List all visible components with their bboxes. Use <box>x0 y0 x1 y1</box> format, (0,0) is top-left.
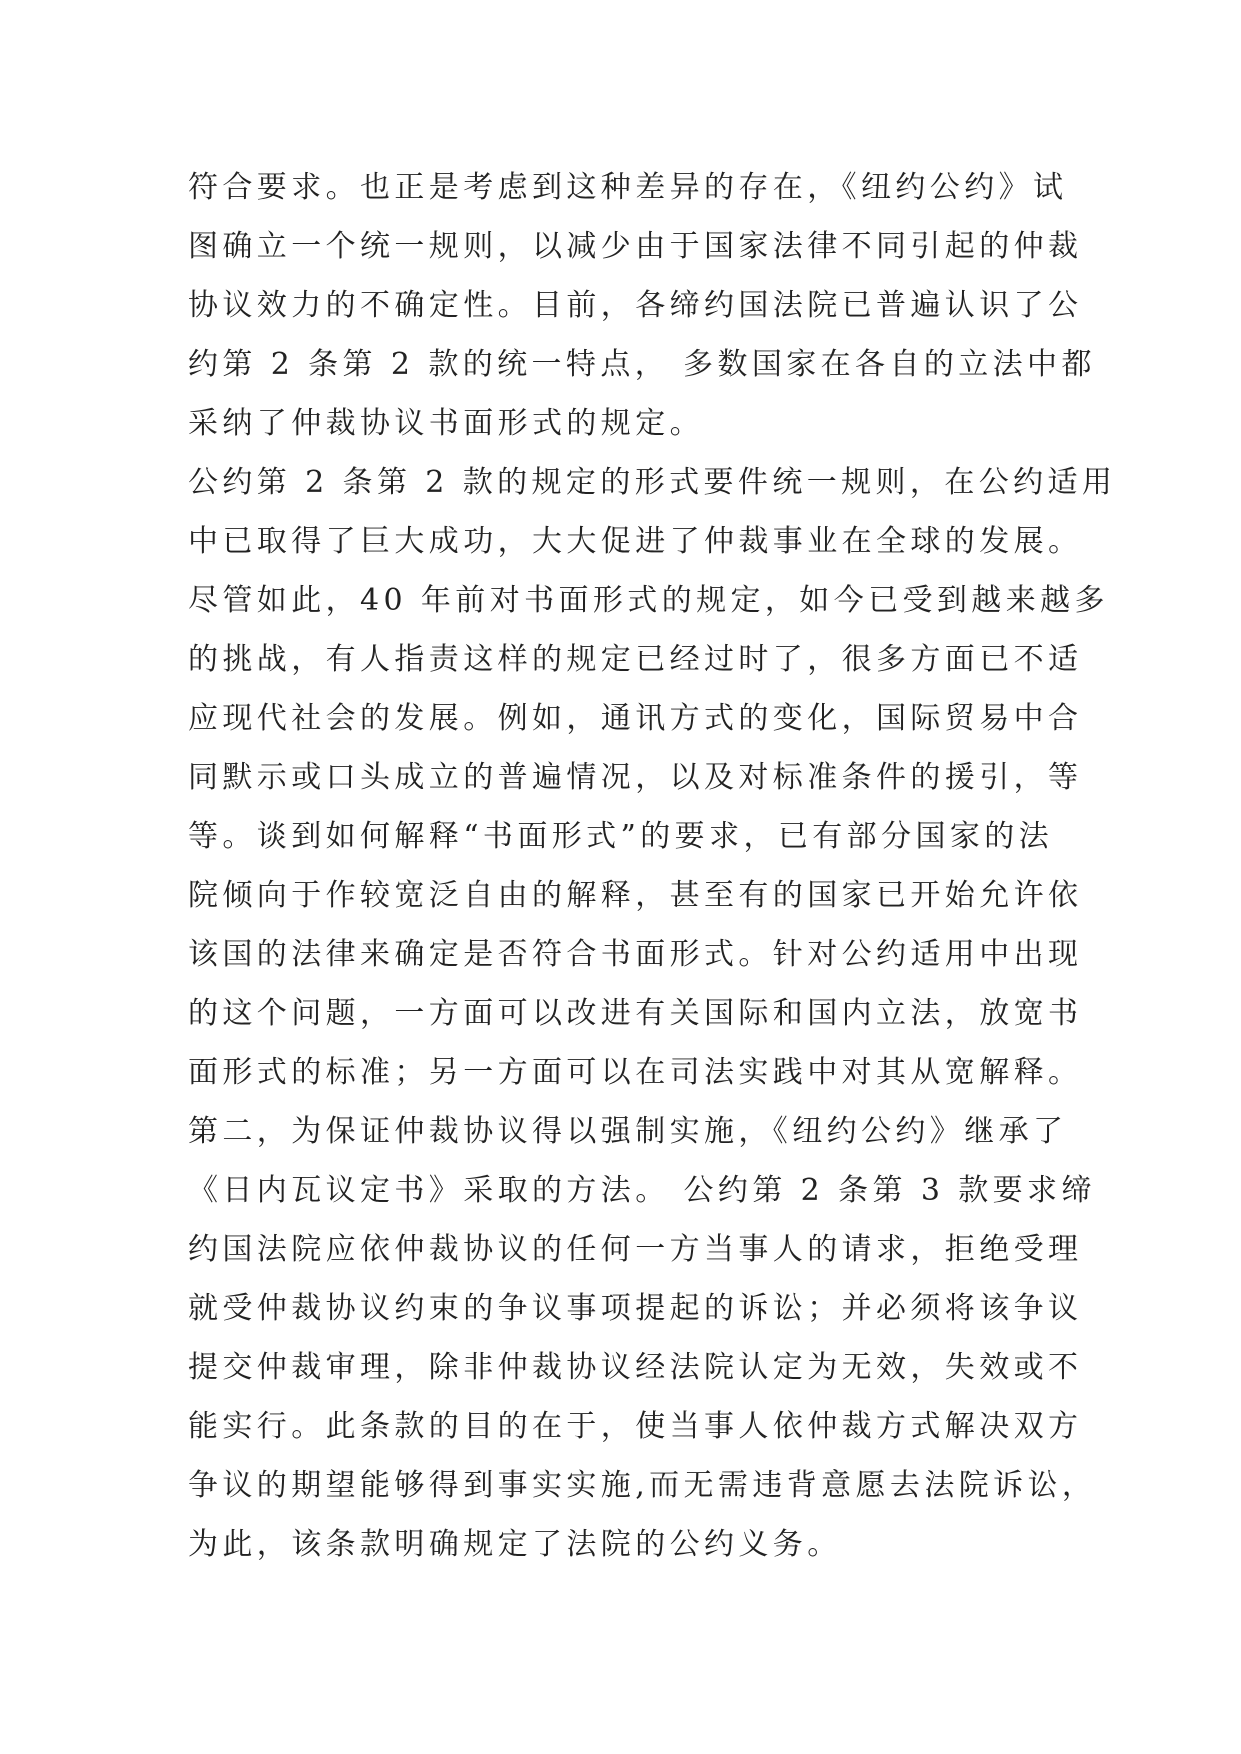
text-line: 中已取得了巨大成功，大大促进了仲裁事业在全球的发展。 <box>188 524 1083 559</box>
text-line: 的这个问题，一方面可以改进有关国际和国内立法，放宽书 <box>188 996 1083 1031</box>
text-line: 约国法院应依仲裁协议的任何一方当事人的请求，拒绝受理 <box>188 1232 1083 1267</box>
text-line: 提交仲裁审理，除非仲裁协议经法院认定为无效，失效或不 <box>188 1350 1083 1385</box>
text-line: 第二，为保证仲裁协议得以强制实施，《纽约公约》继承了 <box>188 1114 1068 1149</box>
text-line: 能实行。此条款的目的在于，使当事人依仲裁方式解决双方 <box>188 1409 1083 1444</box>
text-line: 尽管如此，40 年前对书面形式的规定，如今已受到越来越多 <box>188 583 1109 618</box>
text-line: 约第 2 条第 2 款的统一特点， 多数国家在各自的立法中都 <box>188 347 1096 382</box>
text-line: 《日内瓦议定书》采取的方法。 公约第 2 条第 3 款要求缔 <box>188 1173 1096 1208</box>
text-line: 该国的法律来确定是否符合书面形式。针对公约适用中出现 <box>188 937 1083 972</box>
text-line: 院倾向于作较宽泛自由的解释，甚至有的国家已开始允许依 <box>188 878 1083 913</box>
text-line: 图确立一个统一规则，以减少由于国家法律不同引起的仲裁 <box>188 229 1083 264</box>
text-line: 争议的期望能够得到事实实施,而无需违背意愿去法院诉讼， <box>188 1468 1097 1503</box>
text-line: 公约第 2 条第 2 款的规定的形式要件统一规则，在公约适用 <box>188 465 1117 500</box>
text-line: 协议效力的不确定性。目前，各缔约国法院已普遍认识了公 <box>188 288 1083 323</box>
text-line: 符合要求。也正是考虑到这种差异的存在，《纽约公约》试 <box>188 170 1068 205</box>
text-line: 同默示或口头成立的普遍情况，以及对标准条件的援引，等 <box>188 760 1083 795</box>
text-line: 采纳了仲裁协议书面形式的规定。 <box>188 406 704 441</box>
text-line: 应现代社会的发展。例如，通讯方式的变化，国际贸易中合 <box>188 701 1083 736</box>
document-body <box>188 158 1117 1574</box>
text-line: 就受仲裁协议约束的争议事项提起的诉讼；并必须将该争议 <box>188 1291 1083 1326</box>
text-line: 面形式的标准；另一方面可以在司法实践中对其从宽解释。 <box>188 1055 1083 1090</box>
text-line: 的挑战，有人指责这样的规定已经过时了，很多方面已不适 <box>188 642 1083 677</box>
text-line: 为此，该条款明确规定了法院的公约义务。 <box>188 1527 842 1562</box>
text-line: 等。谈到如何解释“书面形式”的要求，已有部分国家的法 <box>188 819 1054 854</box>
